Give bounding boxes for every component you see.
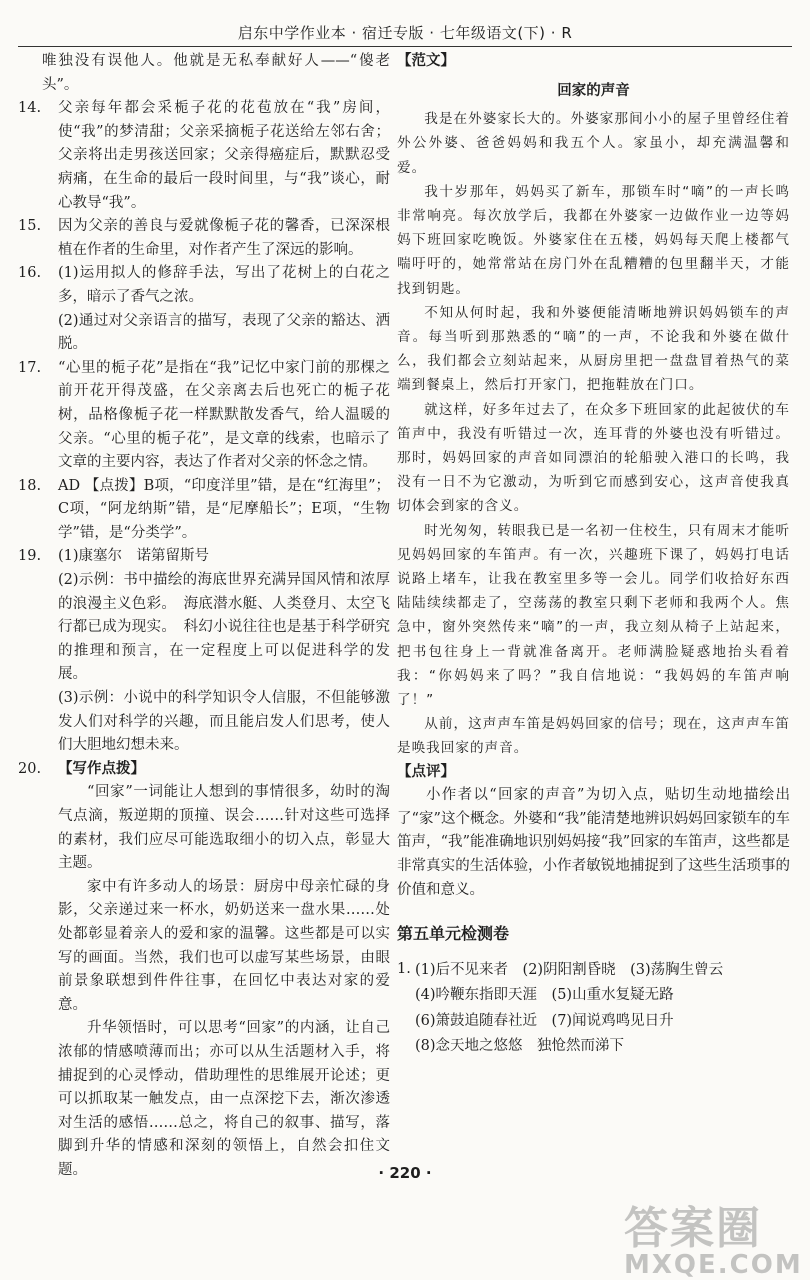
essay-paragraph: 不知从何时起，我和外婆便能清晰地辨识妈妈锁车的声音。每当听到那熟悉的“嘀”的一声，不论我和外婆在做什么，我们都会立刻站起来，从厨房里把一盘盘冒着热气的菜端到餐桌上，然后打开家门，把拖鞋放在门口。 — [397, 304, 790, 394]
answer-number: 20. — [18, 760, 42, 777]
question-1 — [397, 958, 790, 1060]
answer-line: (1)后不见来者 (2)阴阳割昏晓 (3)荡胸生曾云 — [415, 961, 724, 978]
answer-text: (3)示例：小说中的科学知识令人信服，不但能够激发人们对科学的兴趣，而且能启发人们思考，使人们大胆地幻想未来。 — [58, 690, 390, 754]
section-title: 第五单元检测卷 — [397, 924, 510, 944]
answer-number: 17. — [18, 359, 42, 376]
answer-line: (6)箫鼓追随春社近 (7)闻说鸡鸣见日升 — [415, 1012, 674, 1029]
answer-text: “心里的栀子花”是指在“我”记忆中家门前的那棵之前开花开得茂盛，在父亲离去后也死亡的栀子花树，品格像栀子花一样默默散发香气，给人温暖的父亲。“心里的栀子花”，是文章的线索，也暗示了文章的主要内容，表达了作者对父亲的怀念之情。 — [58, 359, 390, 471]
answer-line: (8)念天地之悠悠 独怆然而涕下 — [415, 1038, 625, 1055]
answer-15 — [18, 215, 390, 262]
essay-paragraph: 我是在外婆家长大的。外婆家那间小小的屋子里曾经住着外公外婆、爸爸妈妈和我五个人。家虽小，却充满温馨和爱。 — [397, 111, 790, 176]
answer-text: (2)示例：书中描绘的海底世界充满异国风情和浓厚的浪漫主义色彩。 海底潜水艇、人类登月、太空飞行都已成为现实。 科幻小说往往也是基于科学研究的推理和预言，在一定程度上可以促进科学的发展。 — [58, 572, 390, 683]
writing-tip-paragraph: 家中有许多动人的场景：厨房中母亲忙碌的身影，父亲递过来一杯水，奶奶送来一盘水果……处处都彰显着亲人的爱和家的温馨。这些都是可以实写的画面。当然，我们也可以虚写某些场景，由眼前景象联想到件件往事，在回忆中表达对家的爱意。 — [58, 878, 390, 1013]
essay-paragraph: 时光匆匆，转眼我已是一名初一住校生，只有周末才能听见妈妈回家的车笛声。有一次，兴趣班下课了，妈妈打电话说路上堵车，让我在教室里多等一会儿。同学们收拾好东西陆陆续续都走了，空荡荡的教室只剩下老师和我两个人。焦急中，窗外突然传来“嘀”的一声，我立刻从椅子上站起来，把书包往身上一背就准备离开。老师满脸疑惑地抬头看着我：“你妈妈来了吗？”我自信地说：“我妈妈的车笛声响了！” — [397, 522, 790, 709]
answer-line: (4)吟鞭东指即天涯 (5)山重水复疑无路 — [415, 987, 674, 1004]
page-header: 启东中学作业本 · 宿迁专版 · 七年级语文(下) · R — [237, 24, 573, 42]
essay-paragraph: 从前，这声声车笛是妈妈回家的信号；现在，这声声车笛是唤我回家的声音。 — [397, 716, 790, 757]
answer-18 — [18, 475, 390, 546]
writing-tip-paragraph: “回家”一词能让人想到的事情很多，幼时的淘气点滴，叛逆期的顶撞、误会……针对这些可选择的素材，我们应尽可能选取细小的切入点，彰显大主题。 — [58, 784, 390, 872]
essay-paragraph: 就这样，好多年过去了，在众多下班回家的此起彼伏的车笛声中，我没有听错过一次，连耳背的外婆也没有听错过。那时，妈妈回家的声音如同漂泊的轮船驶入港口的长鸣，我没有一日不为它激动，为听到它而感到安心，这声音使我真切体会到家的含义。 — [397, 401, 790, 515]
model-essay-label: 【范文】 — [397, 53, 455, 69]
answer-16 — [18, 262, 390, 356]
answer-text: AD 【点拨】B项，“印度洋里”错，是在“红海里”；C项，“阿龙纳斯”错，是“尼摩船长”；E项，“生物学”错，是“分类学”。 — [58, 477, 390, 541]
comment-text: 小作者以“回家的声音”为切入点，贴切生动地描绘出了“家”这个概念。外婆和“我”能清楚地辨识妈妈回家锁车的车笛声，“我”能准确地识别妈妈接“我”回家的车笛声，这些都是非常真实的生活体验，小作者敏锐地捕捉到了这些生活琐事的价值和意义。 — [397, 787, 790, 898]
header-rule — [18, 46, 792, 47]
left-column — [18, 50, 390, 1183]
model-essay-title: 回家的声音 — [557, 82, 630, 99]
answer-text: (1)康塞尔 诺第留斯号 — [58, 548, 210, 565]
answer-text: 因为父亲的善良与爱就像栀子花的馨香，已深深根植在作者的生命里，对作者产生了深远的影响。 — [58, 218, 390, 258]
answer-17 — [18, 357, 390, 475]
comment-label: 【点评】 — [397, 763, 455, 780]
answer-number: 16. — [18, 265, 42, 282]
answer-number: 15. — [18, 218, 42, 235]
answer-number: 14. — [18, 100, 42, 117]
answer-text: (1)运用拟人的修辞手法，写出了花树上的白花之多，暗示了香气之浓。 — [58, 265, 390, 305]
answer-text: (2)通过对父亲语言的描写，表现了父亲的豁达、洒脱。 — [58, 312, 390, 353]
writing-tip-label: 【写作点拨】 — [58, 760, 145, 777]
watermark-logo: 答案圈 — [624, 1203, 762, 1254]
page-number: · 220 · — [378, 1164, 432, 1182]
watermark — [624, 1192, 804, 1278]
right-column — [397, 50, 790, 1060]
watermark-url: MXQE.COM — [624, 1250, 803, 1280]
answer-14 — [18, 97, 390, 215]
model-essay-body — [397, 107, 790, 760]
answer-text: 父亲每年都会采栀子花的花苞放在“我”房间，使“我”的梦清甜；父亲采摘栀子花送给左邻右舍；父亲将出走男孩送回家；父亲得癌症后，默默忍受病痛，在生命的最后一段时间里，与“我”谈心，耐心教导“我”。 — [58, 100, 390, 211]
answer-number: 19. — [18, 548, 42, 565]
answer-13-tail: 唯独没有误他人。他就是无私奉献好人——“傻老头”。 — [42, 53, 390, 93]
answer-19 — [18, 545, 390, 757]
writing-tip-paragraph: 升华领悟时，可以思考“回家”的内涵，让自己浓郁的情感喷薄而出；亦可以从生活题材入手，将捕捉到的心灵悸动，借助理性的思维展开论述；更可以抓取某一触发点，由一点深挖下去，渐次渗透对生活的感悟……总之，将自己的叙事、描写，落脚到升华的情感和深刻的领悟上，自然会扣住文题。 — [58, 1020, 390, 1178]
essay-paragraph: 我十岁那年，妈妈买了新车，那锁车时“嘀”的一声长鸣非常响亮。每次放学后，我都在外婆家一边做作业一边等妈妈下班回家吃晚饭。外婆家住在五楼，妈妈每天爬上楼都气喘吁吁的，她常常站在房门外在乱糟糟的包里翻半天，才能找到钥匙。 — [397, 183, 790, 297]
question-number: 1. — [397, 960, 411, 977]
answer-20 — [18, 758, 390, 1183]
answer-number: 18. — [18, 477, 42, 494]
